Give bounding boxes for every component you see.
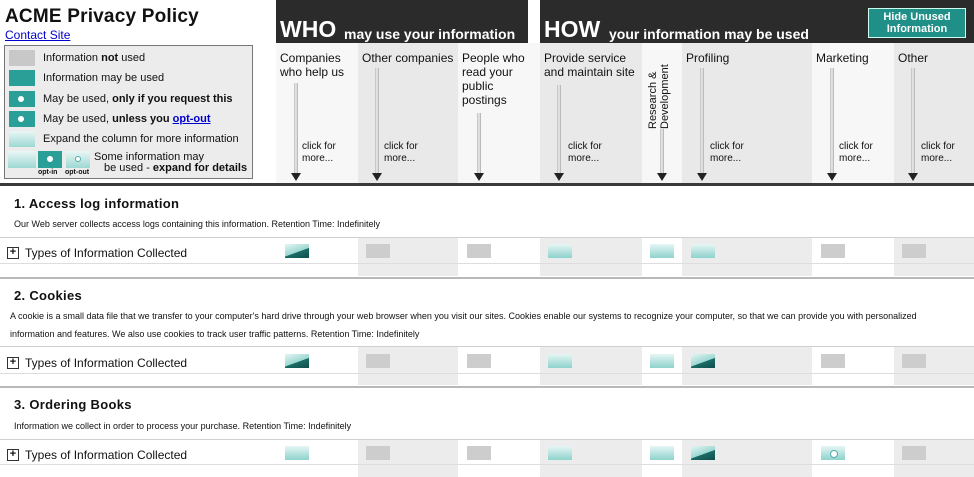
cell-icon[interactable]	[821, 244, 845, 258]
cell-icon[interactable]	[650, 244, 674, 258]
legend-some-info: Some information may be used - expand for details	[94, 151, 248, 174]
cell-icon[interactable]	[285, 244, 309, 258]
opt-out-small-icon	[66, 151, 90, 168]
click-for-more-link[interactable]: click for more...	[839, 141, 873, 164]
cell-icon[interactable]	[366, 354, 390, 368]
cell-icon[interactable]	[902, 244, 926, 258]
arrow-down-icon	[474, 173, 484, 181]
gray-swatch-icon	[9, 50, 35, 66]
expand-plus-icon[interactable]: +	[7, 357, 19, 369]
arrow-down-icon	[697, 173, 707, 181]
click-for-more-link[interactable]: click for more...	[384, 141, 418, 164]
legend-not-used: Information not used	[9, 49, 145, 67]
legend	[4, 45, 253, 179]
click-for-more-link[interactable]: click for more...	[710, 141, 744, 164]
arrow-down-icon	[908, 173, 918, 181]
cell-icon[interactable]	[691, 244, 715, 258]
click-for-more-link[interactable]: click for more...	[302, 141, 336, 164]
cell-icon[interactable]	[902, 446, 926, 460]
legend-request: May be used, only if you request this	[9, 90, 233, 108]
cell-icon[interactable]	[366, 446, 390, 460]
section-title: 1. Access log information	[14, 196, 180, 211]
section-description: Our Web server collects access logs containing this information. Retention Time: Indefinitely	[14, 219, 381, 229]
cell-icon[interactable]	[285, 354, 309, 368]
opt-out-swatch-icon	[9, 111, 35, 127]
who-header: WHO may use your information	[276, 0, 528, 43]
cell-icon[interactable]	[821, 354, 845, 368]
cell-icon[interactable]	[467, 446, 491, 460]
opt-out-link[interactable]: opt-out	[172, 113, 211, 125]
legend-optout: May be used, unless you opt-out	[9, 110, 211, 128]
page-title: ACME Privacy Policy	[5, 6, 199, 27]
cell-icon[interactable]	[650, 354, 674, 368]
teal-swatch-icon	[9, 70, 35, 86]
section-cookies	[0, 279, 974, 387]
opt-in-small-icon	[38, 151, 62, 168]
section-description: Information we collect in order to process your purchase. Retention Time: Indefinitely	[14, 421, 352, 431]
cell-icon[interactable]	[467, 354, 491, 368]
cell-icon[interactable]	[285, 446, 309, 460]
types-collected-row[interactable]: + Types of Information Collected	[7, 448, 187, 462]
cell-icon[interactable]	[650, 446, 674, 460]
column-companies-who-help-us[interactable]: Companies who help us click for more...	[276, 43, 358, 183]
expand-swatch-icon	[9, 131, 35, 147]
arrow-down-icon	[372, 173, 382, 181]
legend-may-be-used: Information may be used	[9, 69, 164, 87]
column-research-development[interactable]: Research & Development	[642, 43, 682, 183]
column-profiling[interactable]: Profiling click for more...	[682, 43, 812, 183]
section-title: 2. Cookies	[14, 288, 83, 303]
some-info-swatch-icon	[8, 151, 36, 168]
types-collected-row[interactable]: + Types of Information Collected	[7, 356, 187, 370]
arrow-down-icon	[657, 173, 667, 181]
opt-in-label: opt-in	[38, 169, 58, 176]
how-header: HOW your information may be used	[540, 0, 974, 43]
brand	[5, 6, 199, 42]
column-provide-service[interactable]: Provide service and maintain site click for more...	[540, 43, 642, 183]
column-other-companies[interactable]: Other companies click for more...	[358, 43, 458, 183]
cell-icon[interactable]	[691, 446, 715, 460]
cell-icon[interactable]	[902, 354, 926, 368]
cell-icon[interactable]	[548, 354, 572, 368]
section-title: 3. Ordering Books	[14, 397, 132, 412]
column-other[interactable]: Other click for more...	[894, 43, 974, 183]
column-people-public-postings[interactable]: People who read your public postings	[458, 43, 540, 183]
cell-icon[interactable]	[366, 244, 390, 258]
hide-unused-button[interactable]: Hide Unused Information	[868, 8, 966, 38]
expand-plus-icon[interactable]: +	[7, 247, 19, 259]
opt-out-label: opt-out	[65, 169, 90, 176]
section-access-log	[0, 186, 974, 278]
cell-icon[interactable]	[691, 354, 715, 368]
click-for-more-link[interactable]: click for more...	[921, 141, 955, 164]
column-marketing[interactable]: Marketing click for more...	[812, 43, 894, 183]
section-description: A cookie is a small data file that we transfer to your computer's hard drive through your web browser when you visit our sites. Cookies enable our systems to recognize your computer, so that we can provide you with personalized information and features. We also use cookies to track user traffic patterns. Retention Time: Indefinitely	[10, 311, 917, 339]
types-collected-row[interactable]: + Types of Information Collected	[7, 246, 187, 260]
arrow-down-icon	[291, 173, 301, 181]
arrow-down-icon	[554, 173, 564, 181]
cell-icon[interactable]	[548, 446, 572, 460]
legend-expand: Expand the column for more information	[9, 130, 239, 148]
click-for-more-link[interactable]: click for more...	[568, 141, 602, 164]
section-ordering-books	[0, 388, 974, 477]
cell-icon[interactable]	[467, 244, 491, 258]
cell-icon[interactable]	[548, 244, 572, 258]
opt-in-swatch-icon	[9, 91, 35, 107]
contact-site-link[interactable]: Contact Site	[5, 28, 71, 42]
arrow-down-icon	[827, 173, 837, 181]
cell-opt-out-icon[interactable]	[821, 446, 845, 460]
expand-plus-icon[interactable]: +	[7, 449, 19, 461]
